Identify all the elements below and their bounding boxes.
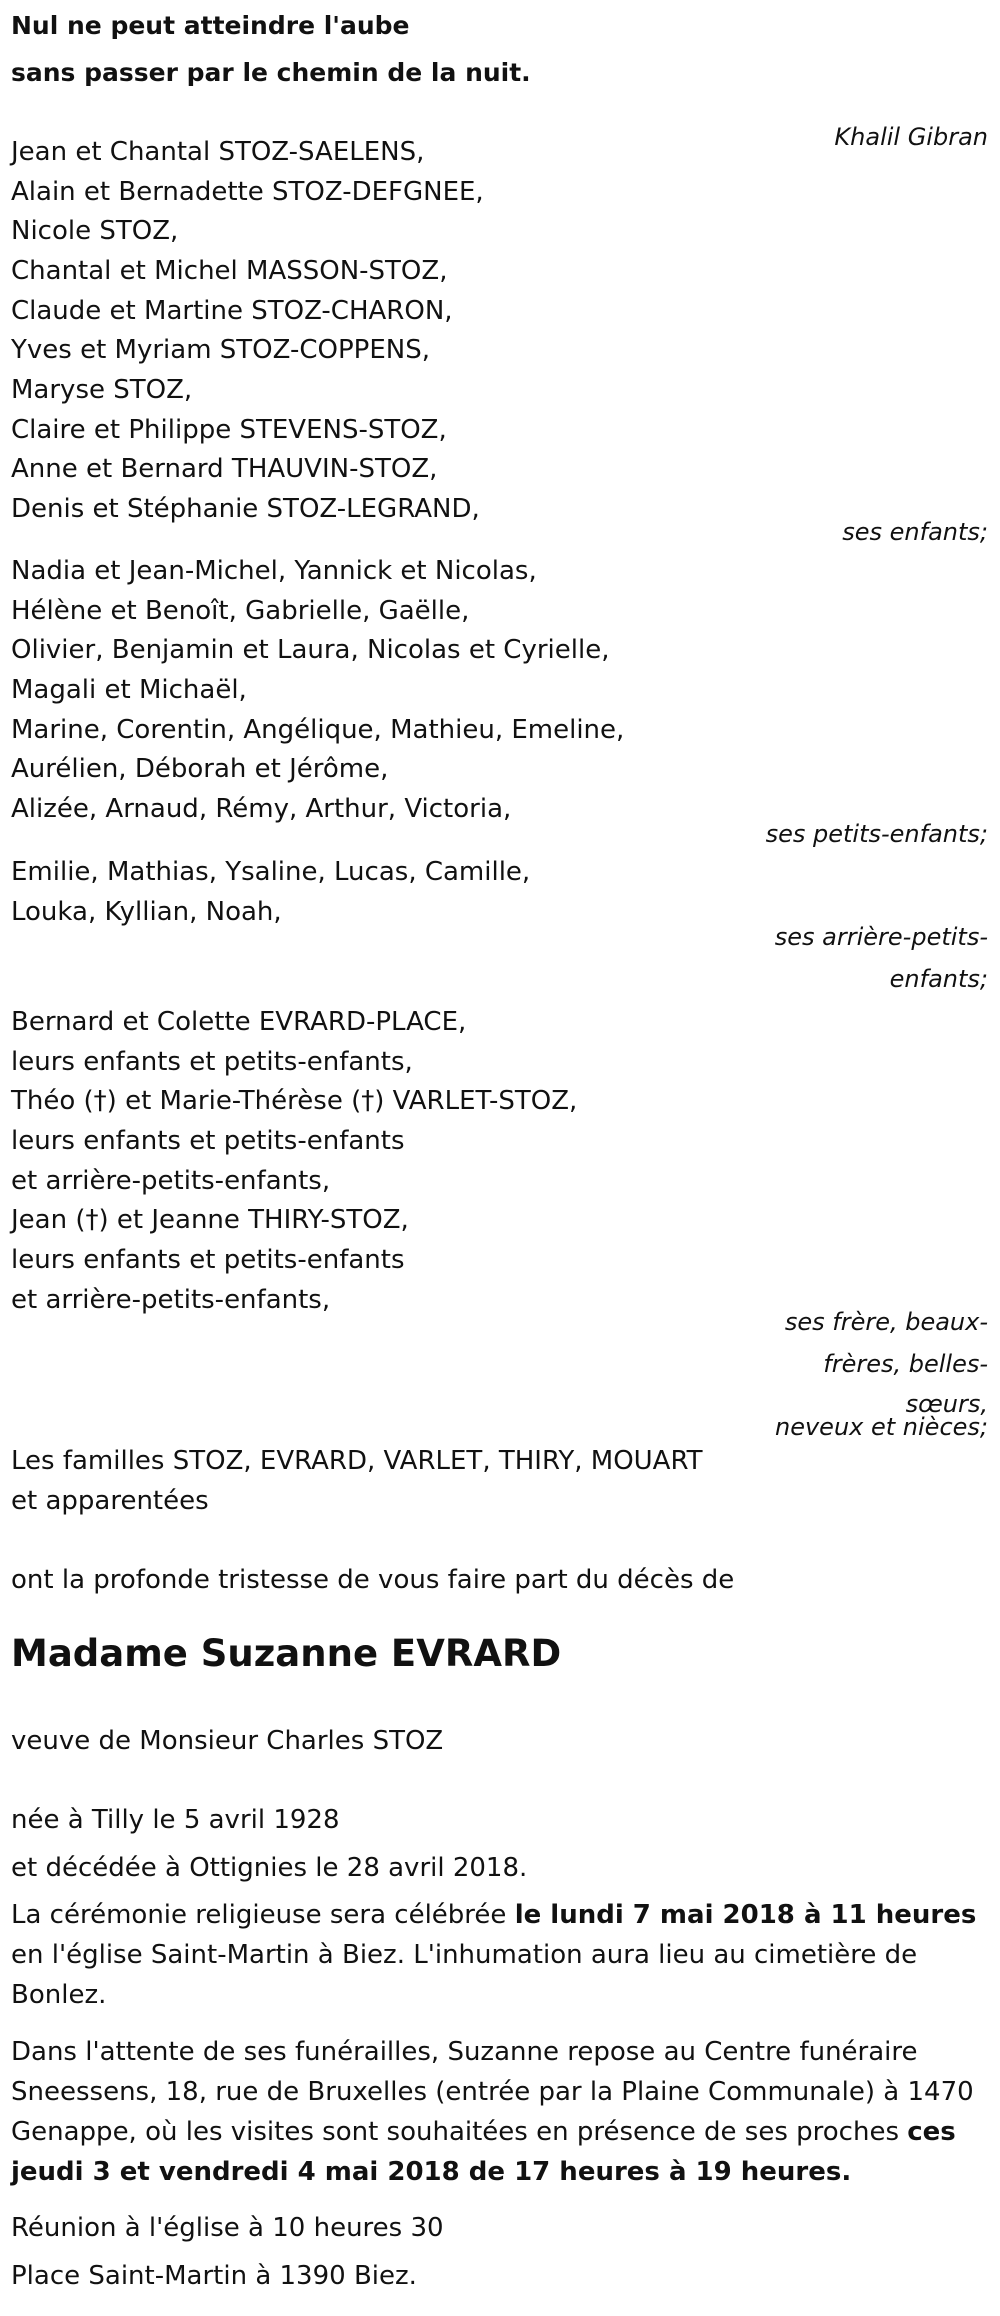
meeting-info: Réunion à l'église à 10 heures 30 [11,2213,444,2243]
deceased-name: Madame Suzanne EVRARD [11,1632,562,1675]
siblings-line: et arrière-petits-enfants, [11,1166,331,1196]
great-grandchildren-line: Louka, Kyllian, Noah, [11,897,282,927]
families-line-1: Les familles STOZ, EVRARD, VARLET, THIRY, MOUART [11,1446,703,1476]
announcement: ont la profonde tristesse de vous faire part du décès de [11,1565,735,1595]
grandchildren-line: Olivier, Benjamin et Laura, Nicolas et Cyrielle, [11,635,610,665]
ceremony-text-before: La cérémonie religieuse sera célébrée [11,1900,515,1930]
ceremony-date: le lundi 7 mai 2018 à 11 heures [514,1900,977,1930]
grandchildren-line: Hélène et Benoît, Gabrielle, Gaëlle, [11,596,470,626]
grandchildren-line: Nadia et Jean-Michel, Yannick et Nicolas, [11,556,537,586]
grandchildren-role: ses petits-enfants; [765,820,988,848]
families-line-2: et apparentées [11,1486,209,1516]
children-line: Denis et Stéphanie STOZ-LEGRAND, [11,494,480,524]
children-line: Claude et Martine STOZ-CHARON, [11,296,453,326]
ceremony-paragraph [11,1895,986,2015]
birth-info: née à Tilly le 5 avril 1928 [11,1805,340,1835]
great-grandchildren-role-1: ses arrière-petits- [774,923,988,951]
grandchildren-line: Marine, Corentin, Angélique, Mathieu, Emeline, [11,715,625,745]
visits-paragraph [11,2032,986,2192]
great-grandchildren-role-2: enfants; [889,965,988,993]
address-info: Place Saint-Martin à 1390 Biez. [11,2261,417,2291]
siblings-line: leurs enfants et petits-enfants [11,1245,405,1275]
siblings-line: leurs enfants et petits-enfants [11,1126,405,1156]
quote-author: Khalil Gibran [834,123,988,151]
widow-of: veuve de Monsieur Charles STOZ [11,1726,444,1756]
siblings-role-4: neveux et nièces; [775,1413,988,1441]
children-line: Maryse STOZ, [11,375,193,405]
children-line: Yves et Myriam STOZ-COPPENS, [11,335,430,365]
death-info: et décédée à Ottignies le 28 avril 2018. [11,1853,528,1883]
quote-line-1: Nul ne peut atteindre l'aube [11,11,410,40]
siblings-role-1: ses frère, beaux- [784,1308,988,1336]
children-line: Anne et Bernard THAUVIN-STOZ, [11,454,438,484]
children-line: Jean et Chantal STOZ-SAELENS, [11,137,425,167]
children-line: Nicole STOZ, [11,216,179,246]
siblings-role-3: sœurs, [905,1390,988,1418]
siblings-line: et arrière-petits-enfants, [11,1285,331,1315]
visits-text: Dans l'attente de ses funérailles, Suzanne repose au Centre funéraire Sneessens, 18, rue de Bruxelles (entrée par la Plaine Communale) à 1470 Genappe, où les visites sont souhaitées en présence de ses proches [11,2037,974,2147]
siblings-line: Bernard et Colette EVRARD-PLACE, [11,1007,467,1037]
visits-dates: ces jeudi 3 et vendredi 4 mai 2018 de 17 heures à 19 heures. [11,2117,956,2187]
siblings-line: Jean (†) et Jeanne THIRY-STOZ, [11,1205,409,1235]
grandchildren-line: Alizée, Arnaud, Rémy, Arthur, Victoria, [11,794,512,824]
children-line: Claire et Philippe STEVENS-STOZ, [11,415,447,445]
children-line: Chantal et Michel MASSON-STOZ, [11,256,448,286]
quote-line-2: sans passer par le chemin de la nuit. [11,58,531,87]
children-role: ses enfants; [842,518,988,546]
grandchildren-line: Magali et Michaël, [11,675,247,705]
great-grandchildren-line: Emilie, Mathias, Ysaline, Lucas, Camille, [11,857,531,887]
siblings-role-2: frères, belles- [823,1350,988,1378]
siblings-line: Théo (†) et Marie-Thérèse (†) VARLET-STOZ, [11,1086,578,1116]
children-line: Alain et Bernadette STOZ-DEFGNEE, [11,177,484,207]
ceremony-text-after: en l'église Saint-Martin à Biez. L'inhumation aura lieu au cimetière de Bonlez. [11,1940,918,2010]
siblings-line: leurs enfants et petits-enfants, [11,1047,413,1077]
grandchildren-line: Aurélien, Déborah et Jérôme, [11,754,389,784]
